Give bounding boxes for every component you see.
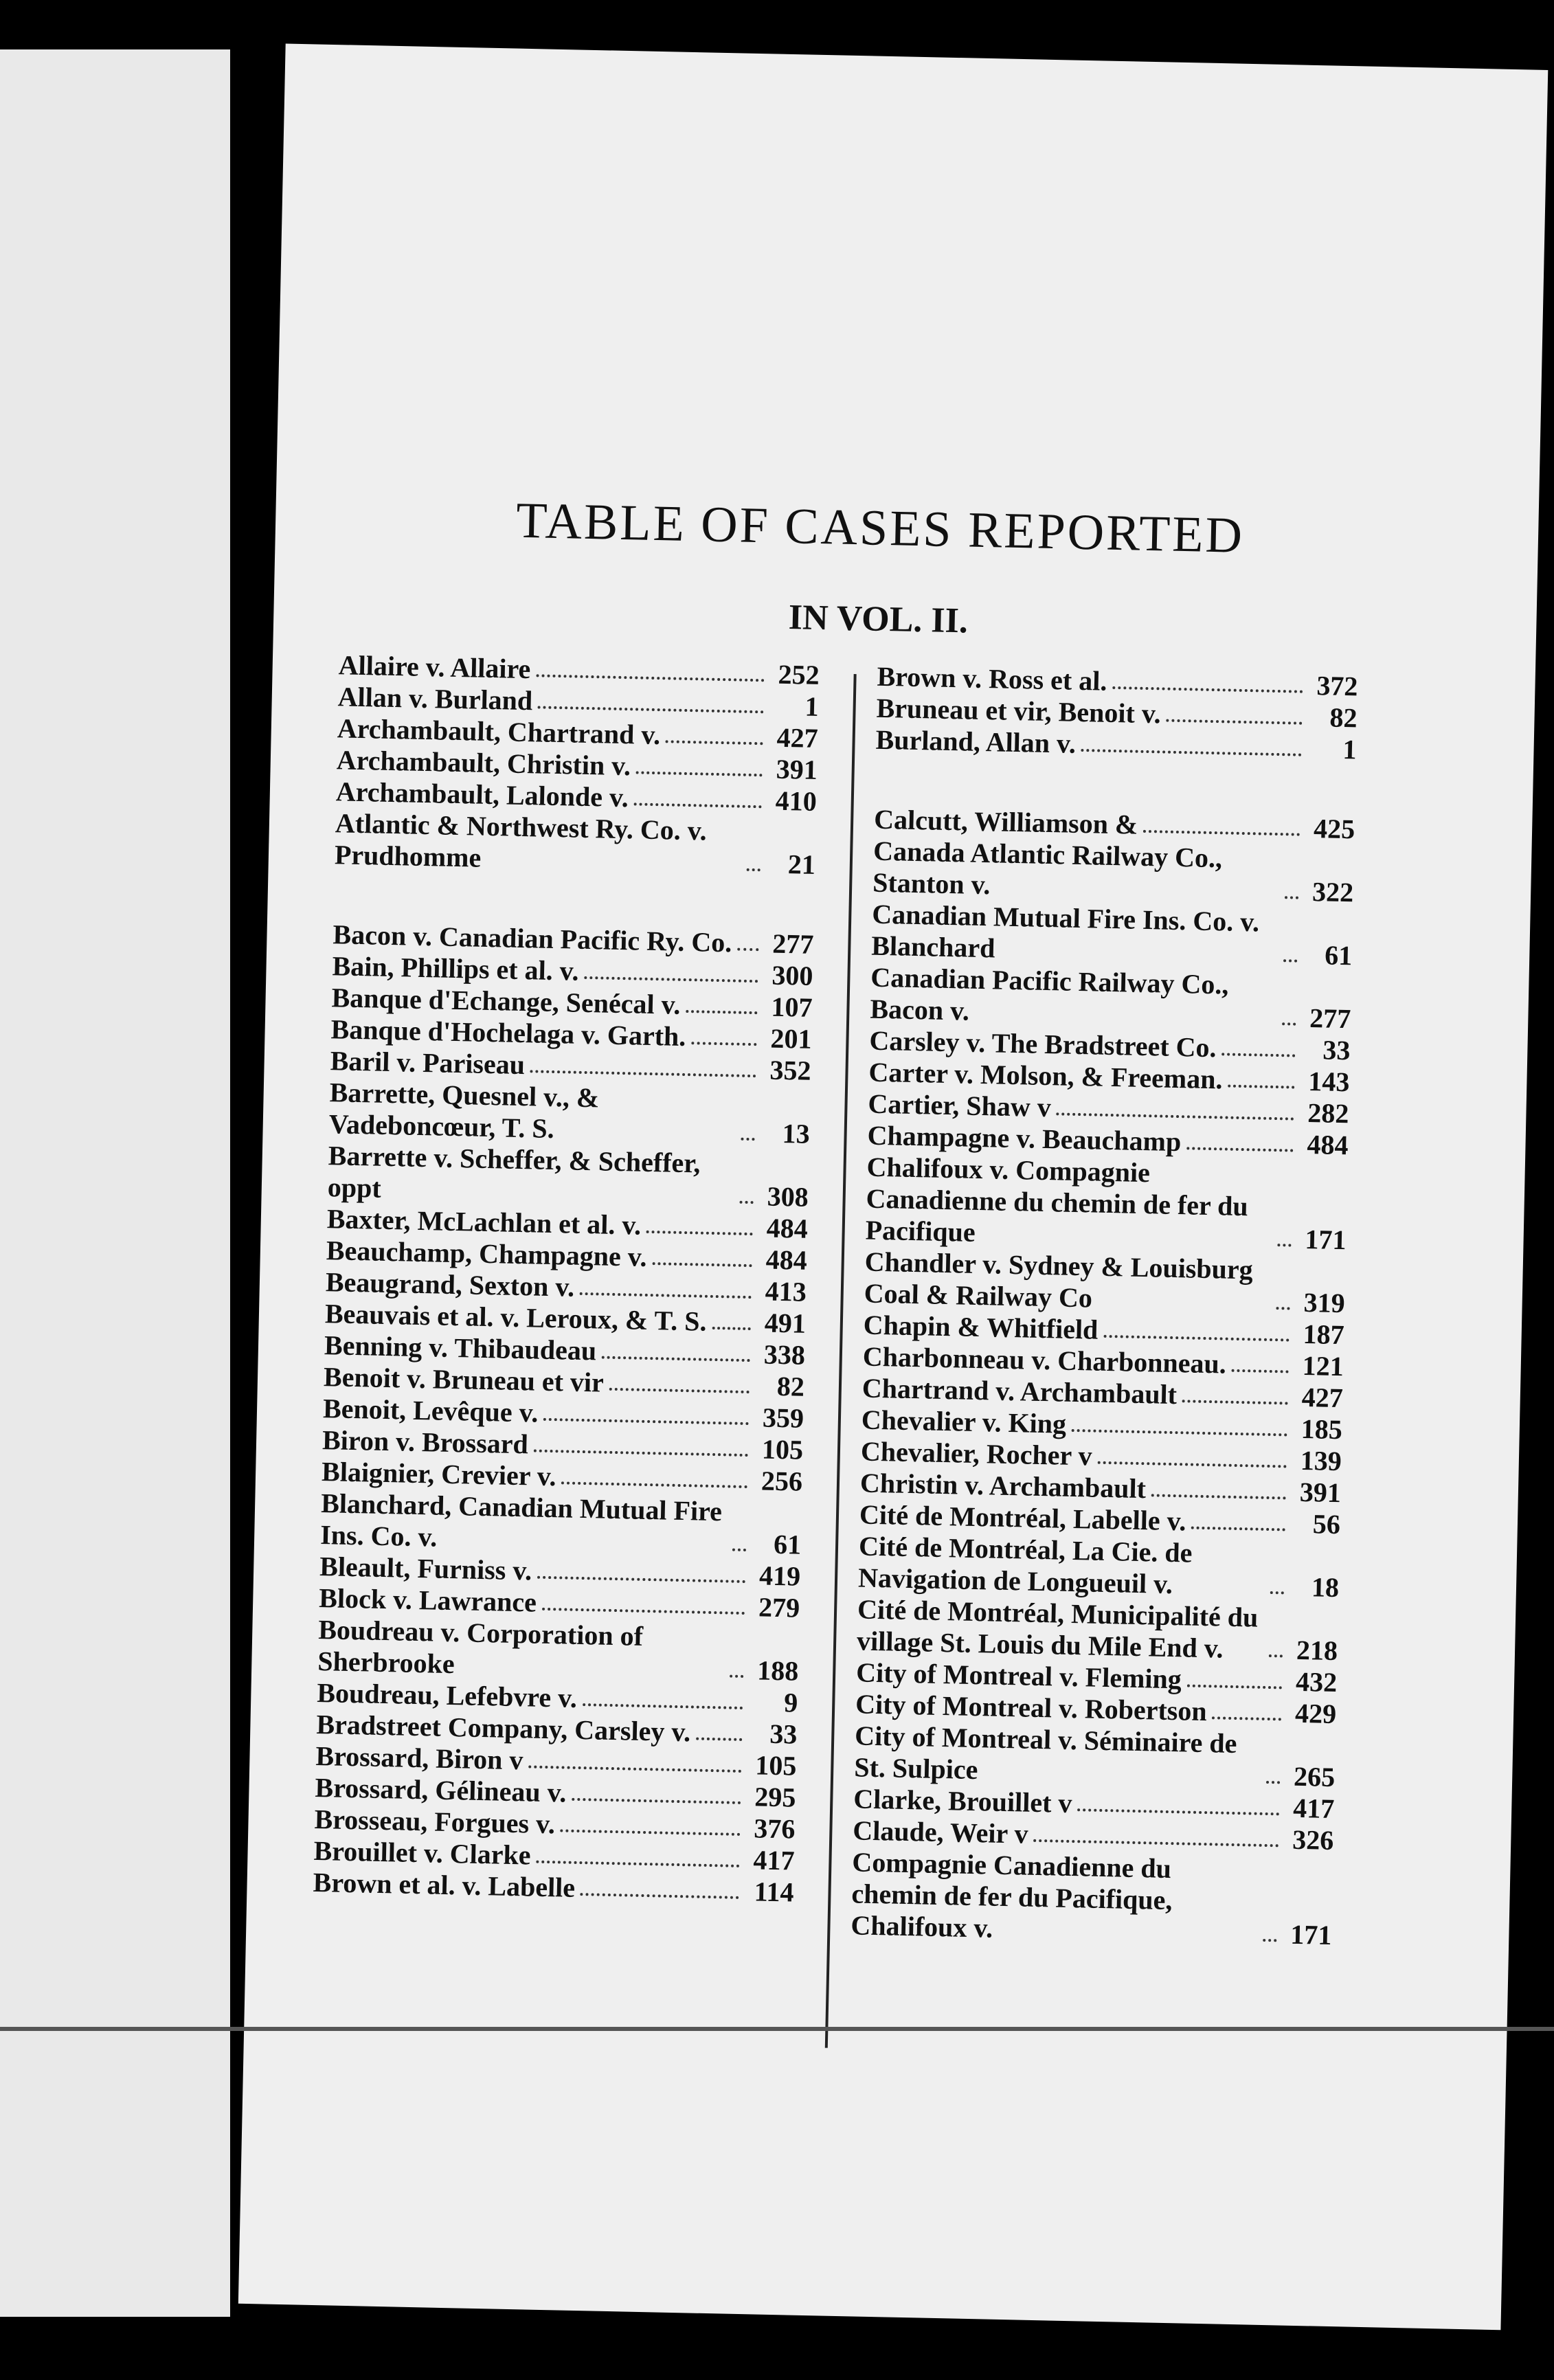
case-name: City of Montreal v. Séminaire de St. Sulpice [853, 1720, 1244, 1786]
case-name: Calcutt, Williamson & [873, 803, 1138, 840]
leader-dots [1228, 1085, 1294, 1089]
case-name: Chapin & Whitfield [863, 1309, 1099, 1345]
page-number: 308 [767, 1180, 809, 1213]
case-name: Brown et al. v. Labelle [313, 1866, 576, 1903]
leader-dots [646, 1231, 753, 1235]
leader-dots [737, 948, 758, 952]
case-name: Cité de Montréal, La Cie. de Navigation de Longueuil v. [857, 1530, 1200, 1600]
page-number: 484 [765, 1244, 808, 1276]
case-entry [870, 962, 1352, 1035]
case-name: Allan v. Burland [337, 681, 533, 717]
leader-dots [1283, 959, 1297, 962]
case-name: Bacon v. Canadian Pacific Ry. Co. [333, 919, 732, 958]
case-name: Carter v. Molson, & Freeman. [868, 1056, 1223, 1095]
leader-dots [1166, 719, 1302, 725]
page-number: 319 [1303, 1286, 1346, 1319]
leader-dots [609, 1388, 750, 1393]
case-entry [327, 1140, 809, 1213]
leader-dots [1191, 1527, 1285, 1531]
case-name: Bruneau et vir, Benoit v. [876, 692, 1162, 730]
case-name: Canadian Pacific Railway Co., Bacon v. [870, 961, 1236, 1026]
page-number: 372 [1316, 670, 1358, 702]
case-entry [864, 1246, 1346, 1320]
document-page [238, 44, 1548, 2331]
leader-dots [1276, 1307, 1290, 1310]
leader-dots [636, 771, 763, 776]
leader-dots [1269, 1654, 1283, 1657]
case-name: Chevalier v. King [861, 1404, 1067, 1439]
page-number: 376 [753, 1812, 796, 1845]
leader-dots [696, 1738, 742, 1741]
page-number: 279 [758, 1591, 800, 1624]
case-name: Chalifoux v. Compagnie Canadienne du chemin de fer du Pacifique [865, 1151, 1256, 1248]
case-name: City of Montreal v. Robertson [855, 1688, 1208, 1727]
page-number: 484 [766, 1212, 809, 1244]
case-name: Cité de Montréal, Municipalité du village St. Louis du Mile End v. [856, 1593, 1265, 1664]
leader-dots [666, 740, 763, 745]
page-number: 18 [1311, 1571, 1340, 1604]
page-number: 413 [765, 1275, 807, 1307]
case-entry [317, 1614, 800, 1687]
leader-dots [561, 1481, 747, 1488]
case-name: Brosseau, Forgues v. [314, 1803, 556, 1840]
page-number: 185 [1300, 1413, 1343, 1446]
page-number: 484 [1307, 1128, 1349, 1161]
page-number: 61 [773, 1528, 802, 1560]
leader-dots [686, 1010, 757, 1014]
case-name: Archambault, Lalonde v. [335, 776, 629, 813]
leader-dots [538, 706, 764, 713]
page-number: 82 [1329, 701, 1358, 734]
case-name: Cartier, Shaw v [868, 1088, 1052, 1123]
case-name: Blanchard, Canadian Mutual Fire Ins. Co. v. [319, 1488, 730, 1553]
leader-dots [528, 1765, 741, 1772]
right-column [851, 661, 1358, 1951]
leader-dots [1151, 1494, 1286, 1499]
page-number: 252 [778, 658, 820, 691]
leader-dots [1112, 686, 1303, 693]
page-number: 171 [1305, 1223, 1347, 1256]
leader-dots [580, 1292, 752, 1299]
page-number: 338 [763, 1338, 806, 1371]
leader-dots [1103, 1335, 1289, 1342]
page-number: 391 [776, 753, 818, 785]
page-number: 33 [769, 1718, 798, 1750]
leader-dots [1270, 1591, 1284, 1594]
page-number: 427 [776, 721, 819, 754]
case-name: Boudreau v. Corporation of Sherbrooke [317, 1614, 651, 1680]
leader-dots [1186, 1147, 1293, 1152]
case-name: Barrette, Quesnel v., & Vadeboncœur, T. S. [328, 1077, 606, 1145]
case-name: Bain, Phillips et al. v. [332, 950, 579, 987]
case-name: Banque d'Echange, Senécal v. [331, 982, 681, 1020]
case-name: Benning v. Thibaudeau [324, 1329, 597, 1367]
leader-dots [536, 674, 764, 682]
page-number: 56 [1312, 1508, 1341, 1540]
case-name: Canada Atlantic Railway Co., Stanton v. [872, 835, 1230, 901]
case-name: Christin v. Archambault [859, 1467, 1147, 1505]
case-name: Brossard, Biron v [315, 1740, 523, 1776]
leader-dots [1081, 749, 1302, 756]
page-number: 256 [761, 1465, 803, 1497]
page-number: 491 [764, 1307, 807, 1339]
page-number: 139 [1300, 1444, 1342, 1477]
leader-dots [1263, 1939, 1276, 1942]
case-name: Charbonneau v. Charbonneau. [862, 1340, 1227, 1380]
case-entry [865, 1152, 1348, 1257]
leader-dots [581, 1893, 739, 1899]
case-name: Beauchamp, Champagne v. [326, 1235, 648, 1272]
leader-dots [741, 1138, 754, 1141]
leader-dots [537, 1576, 745, 1583]
leader-dots [1187, 1685, 1282, 1689]
page-number: 21 [787, 849, 816, 880]
page-number: 107 [771, 991, 813, 1023]
page-title: TABLE OF CASES REPORTED [515, 492, 1245, 564]
page-number: 277 [772, 928, 814, 960]
case-name: Claude, Weir v [852, 1815, 1029, 1850]
facing-page-edge [0, 49, 230, 2317]
page-number: 265 [1293, 1760, 1336, 1793]
page-number: 188 [756, 1654, 799, 1687]
page-number: 429 [1294, 1697, 1337, 1730]
leader-dots [1182, 1400, 1288, 1404]
case-name: Compagnie Canadienne du chemin de fer du Pacifique, Chalifoux v. [851, 1846, 1180, 1944]
case-name: Chandler v. Sydney & Louisburg Coal & Railway Co [864, 1246, 1261, 1314]
page-number: 1 [1342, 733, 1358, 765]
page-number: 410 [775, 785, 818, 817]
leader-dots [739, 1201, 753, 1204]
page-number: 187 [1303, 1318, 1345, 1351]
page-number: 359 [762, 1402, 804, 1434]
leader-dots [1077, 1808, 1279, 1815]
case-name: Benoit, Levêque v. [322, 1393, 539, 1428]
leader-dots [536, 1861, 739, 1867]
leader-dots [1282, 1022, 1296, 1025]
page-number: 300 [771, 959, 813, 991]
case-entry [872, 835, 1355, 909]
page-number: 277 [1309, 1002, 1351, 1035]
leader-dots [530, 1070, 756, 1077]
case-name: Brown v. Ross et al. [877, 660, 1107, 697]
case-name: Beauvais et al. v. Leroux, & T. S. [324, 1298, 707, 1337]
case-entry [851, 1846, 1333, 1951]
page-number: 432 [1295, 1665, 1338, 1698]
leader-dots [1266, 1781, 1280, 1784]
page-number: 61 [1324, 939, 1353, 972]
case-name: Chevalier, Rocher v [860, 1435, 1093, 1472]
page-number: 9 [783, 1687, 798, 1718]
case-entry [857, 1593, 1339, 1667]
leader-dots [602, 1356, 750, 1362]
case-name: Archambault, Christin v. [336, 744, 631, 782]
page-number: 352 [769, 1054, 812, 1086]
page-number: 326 [1292, 1823, 1334, 1856]
case-entry [328, 1077, 811, 1150]
leader-dots [572, 1798, 741, 1804]
page-number: 1 [804, 691, 820, 722]
case-name: Block v. Lawrance [318, 1582, 537, 1618]
case-name: Champagne v. Beauchamp [867, 1119, 1182, 1158]
page-number: 105 [754, 1749, 797, 1782]
leader-dots [747, 868, 761, 871]
page-number: 322 [1311, 876, 1354, 908]
case-name: Archambault, Chartrand v. [337, 712, 661, 751]
page-subtitle: IN VOL. II. [788, 598, 969, 641]
leader-dots [583, 1703, 743, 1709]
page-number: 82 [776, 1370, 805, 1402]
page-number: 13 [782, 1117, 811, 1149]
case-name: Brossard, Gélineau v. [315, 1771, 567, 1808]
case-name: Banque d'Hochelaga v. Garth. [330, 1013, 686, 1053]
scan-rule-line [0, 2027, 1554, 2031]
leader-dots [1057, 1112, 1294, 1120]
case-name: Bradstreet Company, Carsley v. [316, 1708, 691, 1748]
leader-dots [652, 1262, 752, 1267]
case-name: City of Montreal v. Fleming [855, 1657, 1182, 1695]
page-number: 391 [1299, 1476, 1342, 1509]
case-name: Brouillet v. Clarke [313, 1834, 531, 1871]
page-number: 114 [754, 1876, 794, 1908]
leader-dots [561, 1829, 741, 1835]
case-name: Baxter, McLachlan et al. v. [326, 1203, 642, 1241]
case-name: Burland, Allan v. [875, 723, 1077, 759]
leader-dots [712, 1327, 750, 1330]
page-number: 419 [758, 1560, 801, 1592]
leader-dots [691, 1042, 756, 1046]
case-name: Barrette v. Scheffer, & Scheffer, oppt [327, 1140, 708, 1204]
leader-dots [1143, 830, 1300, 836]
case-name: Biron v. Brossard [322, 1424, 529, 1460]
case-name: Chartrand v. Archambault [862, 1372, 1178, 1411]
page-number: 171 [1290, 1918, 1332, 1951]
leader-dots [732, 1549, 746, 1551]
leader-dots [543, 1418, 749, 1425]
page-number: 218 [1296, 1634, 1338, 1667]
case-name: Benoit v. Bruneau et vir [323, 1361, 605, 1398]
case-entry [320, 1488, 802, 1561]
leader-dots [584, 976, 758, 983]
case-entry [871, 899, 1353, 972]
case-entry [854, 1720, 1336, 1793]
page-number: 427 [1301, 1381, 1344, 1414]
page-number: 417 [753, 1844, 795, 1876]
case-name: Cité de Montréal, Labelle v. [859, 1498, 1186, 1537]
leader-dots [542, 1608, 745, 1615]
leader-dots [1097, 1461, 1286, 1468]
leader-dots [1277, 1244, 1291, 1246]
left-column [313, 649, 820, 1908]
page-number: 33 [1322, 1034, 1351, 1066]
case-entry [858, 1530, 1340, 1604]
page-number: 201 [770, 1022, 813, 1055]
case-name: Atlantic & Northwest Ry. Co. v. Prudhomme [334, 807, 714, 873]
leader-dots [730, 1675, 743, 1678]
case-entry [335, 807, 817, 881]
leader-dots [634, 802, 762, 808]
page-number: 417 [1292, 1792, 1335, 1825]
leader-dots [1072, 1429, 1287, 1437]
page-number: 105 [761, 1433, 804, 1466]
page-number: 121 [1302, 1349, 1344, 1382]
case-name: Beaugrand, Sexton v. [325, 1266, 575, 1303]
case-name: Carsley v. The Bradstreet Co. [869, 1024, 1217, 1064]
leader-dots [1221, 1053, 1295, 1057]
leader-dots [1033, 1839, 1279, 1847]
case-name: Baril v. Pariseau [330, 1045, 526, 1081]
leader-dots [1285, 896, 1298, 899]
leader-dots [1232, 1369, 1289, 1373]
case-name: Bleault, Furniss v. [319, 1551, 532, 1586]
page-number: 425 [1313, 813, 1355, 845]
column-divider [825, 674, 857, 2048]
page-number: 295 [754, 1781, 796, 1813]
case-name: Allaire v. Allaire [338, 649, 531, 685]
case-name: Canadian Mutual Fire Ins. Co. v. Blanchard [870, 898, 1267, 964]
page-number: 143 [1307, 1066, 1350, 1098]
case-name: Boudreau, Lefebvre v. [316, 1676, 578, 1714]
case-name: Clarke, Brouillet v [853, 1783, 1072, 1819]
case-name: Blaignier, Crevier v. [321, 1456, 557, 1492]
leader-dots [534, 1450, 748, 1457]
leader-dots [1212, 1716, 1281, 1720]
page-number: 282 [1307, 1097, 1349, 1130]
